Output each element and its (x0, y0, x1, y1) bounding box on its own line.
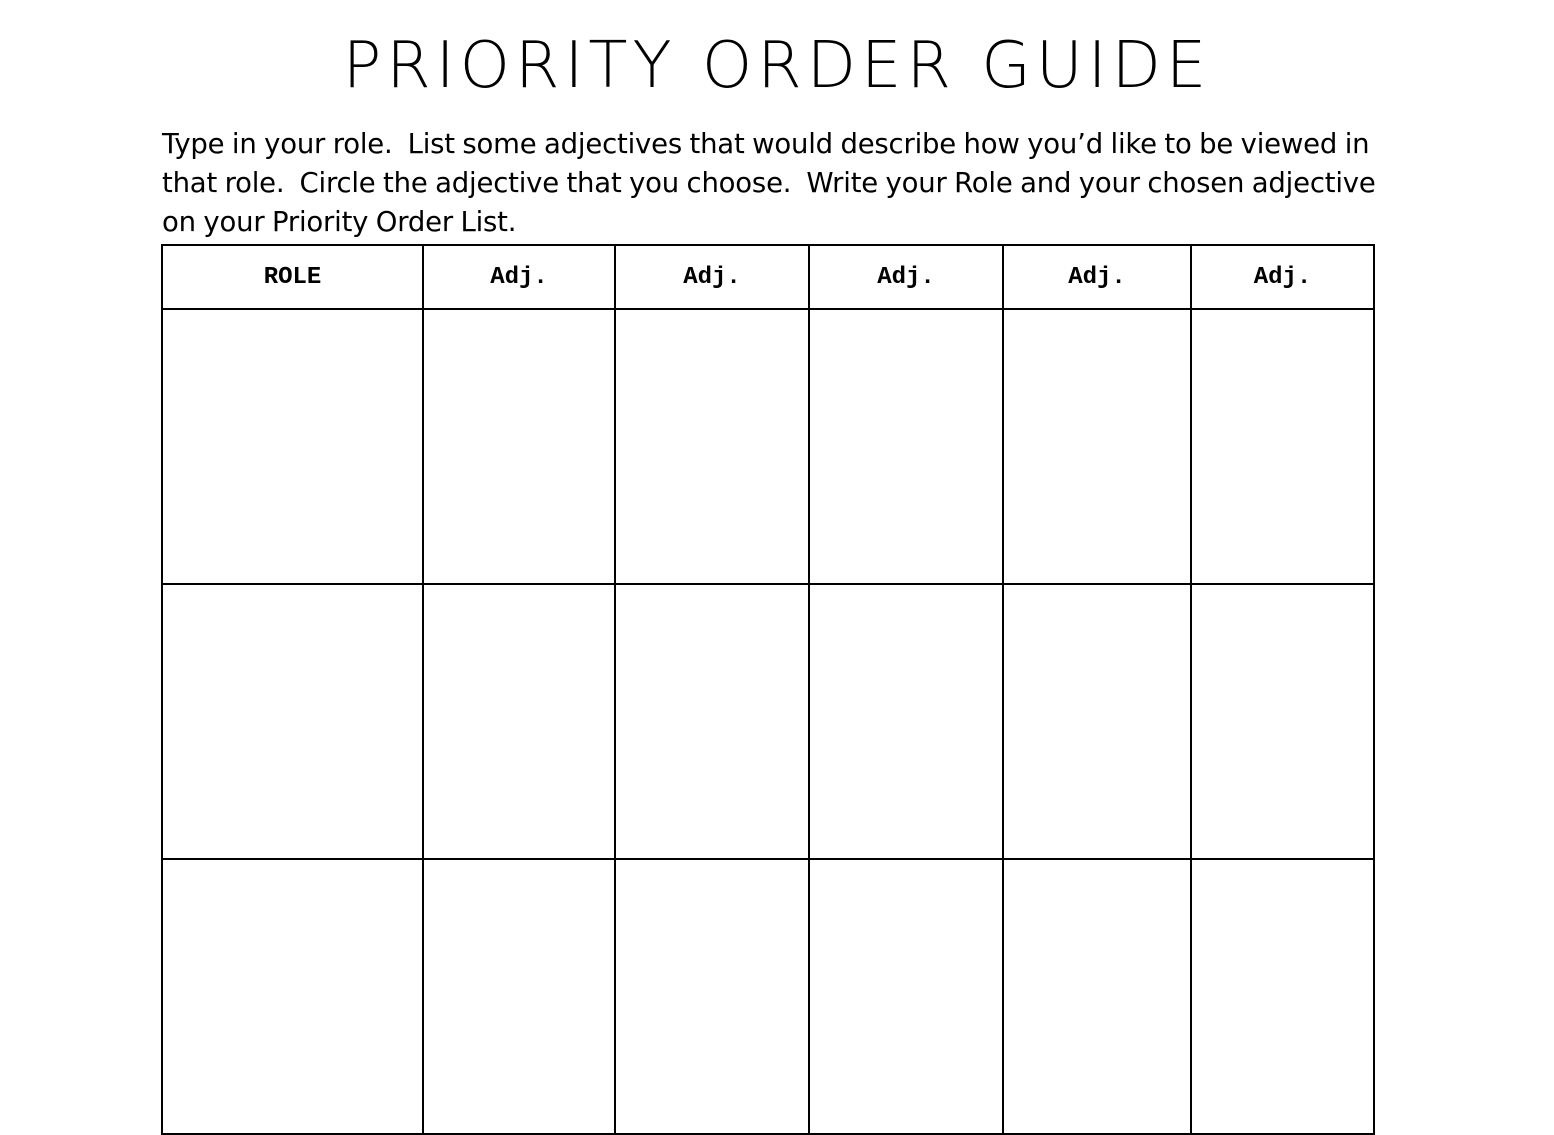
adjective-cell[interactable] (423, 309, 615, 584)
header-adjective-2: Adj. (615, 245, 809, 309)
adjective-cell[interactable] (615, 859, 809, 1134)
priority-order-table (161, 244, 1375, 1135)
header-adjective-3: Adj. (809, 245, 1003, 309)
table-row (162, 859, 1374, 1134)
header-role: ROLE (162, 245, 423, 309)
adjective-cell[interactable] (809, 584, 1003, 859)
role-cell[interactable] (162, 309, 423, 584)
role-cell[interactable] (162, 859, 423, 1134)
adjective-cell[interactable] (1191, 859, 1374, 1134)
adjective-cell[interactable] (809, 859, 1003, 1134)
adjective-cell[interactable] (1191, 309, 1374, 584)
adjective-cell[interactable] (615, 309, 809, 584)
header-adjective-4: Adj. (1003, 245, 1191, 309)
adjective-cell[interactable] (423, 859, 615, 1134)
adjective-cell[interactable] (615, 584, 809, 859)
adjective-cell[interactable] (423, 584, 615, 859)
adjective-cell[interactable] (809, 309, 1003, 584)
adjective-cell[interactable] (1003, 859, 1191, 1134)
adjective-cell[interactable] (1003, 309, 1191, 584)
role-cell[interactable] (162, 584, 423, 859)
table-header-row (162, 245, 1374, 309)
table-row (162, 309, 1374, 584)
adjective-cell[interactable] (1003, 584, 1191, 859)
header-adjective-1: Adj. (423, 245, 615, 309)
header-adjective-5: Adj. (1191, 245, 1374, 309)
page-title: PRIORITY ORDER GUIDE (342, 29, 1212, 103)
instructions-text: Type in your role. List some adjectives that would describe how you’d like to be viewed in that role. Circle the adjective that you choose. Write your Role and your chosen adjective on your Priority Order List. (162, 128, 1384, 238)
table-row (162, 584, 1374, 859)
adjective-cell[interactable] (1191, 584, 1374, 859)
